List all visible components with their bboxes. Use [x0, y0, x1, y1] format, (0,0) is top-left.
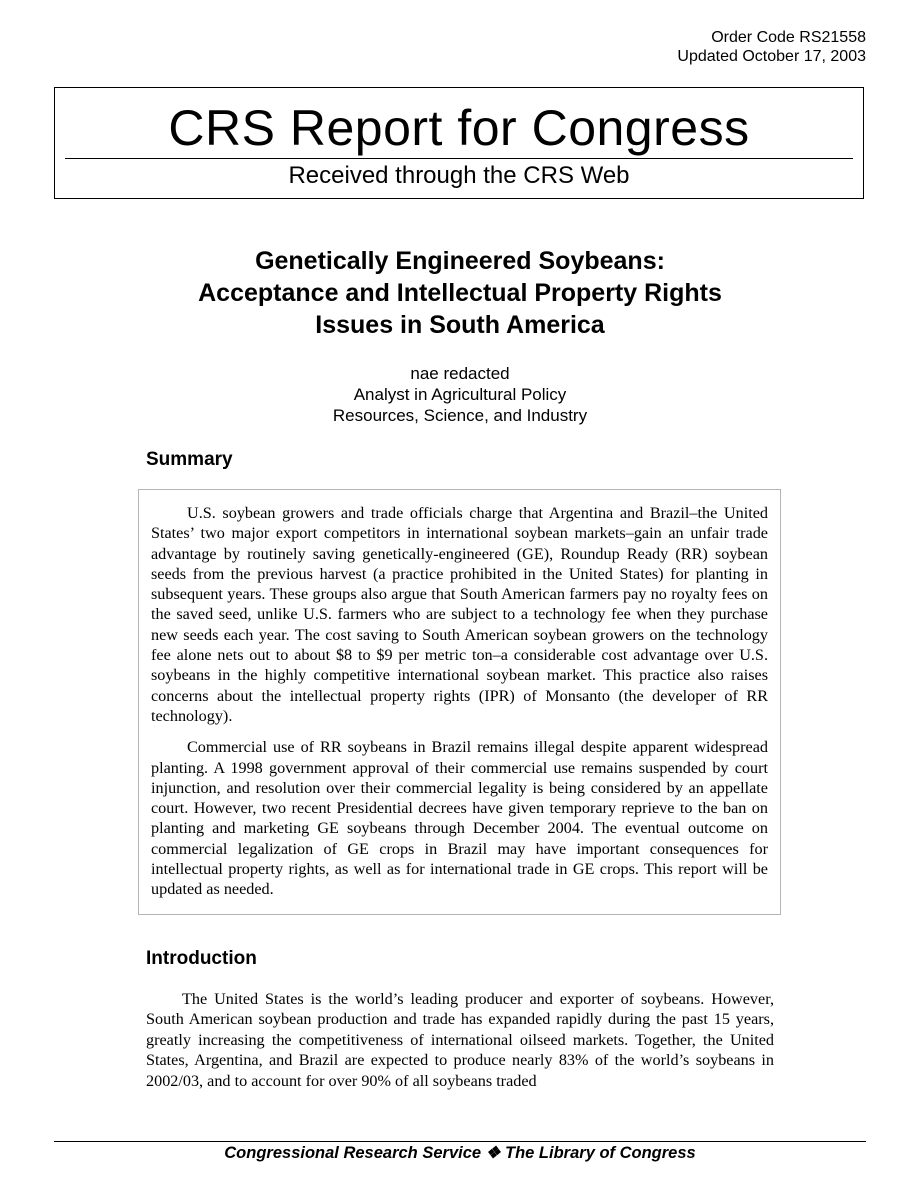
order-code: Order Code RS21558	[711, 29, 866, 46]
footer-text: Congressional Research Service ❖ The Library of Congress	[224, 1144, 696, 1162]
title-line: Issues in South America	[315, 311, 605, 339]
summary-paragraph: Commercial use of RR soybeans in Brazil remains illegal despite apparent widespread planting. A 1998 government approval of their commercial use remains suspended by court injunction, and resolution over their commercial legality is being considered by an appellate court. However, two recent Presidential decrees have given temporary reprieve to the ban on planting and marketing GE soybeans through December 2004. The eventual outcome on commercial legalization of GE crops in Brazil may have important consequences for intellectual property rights, as well as for international trade in GE crops. This report will be updated as needed.	[151, 738, 768, 899]
masthead-subtitle: Received through the CRS Web	[288, 162, 630, 189]
summary-heading: Summary	[146, 449, 233, 470]
title-line: Genetically Engineered Soybeans:	[255, 247, 665, 275]
author-name: nae redacted	[410, 364, 510, 383]
masthead-divider	[65, 158, 853, 159]
order-code-block	[677, 28, 866, 66]
masthead-title: CRS Report for Congress	[168, 100, 750, 156]
summary-paragraph: U.S. soybean growers and trade officials charge that Argentina and Brazil–the United States’ two major export competitors in international soybean markets–gain an unfair trade advantage by routinely saving genetically-engineered (GE), Roundup Ready (RR) soybean seeds from the previous harvest (a practice prohibited in the United States) for planting in subsequent years. These groups also argue that South American farmers pay no royalty fees on the saved seed, unlike U.S. farmers who are subject to a technology fee when they purchase new seeds each year. The cost saving to South American soybean growers on the technology fee alone nets out to about $8 to $9 per metric ton–a considerable cost advantage over U.S. soybeans in the highly competitive international soybean market. This practice also raises concerns about the intellectual property rights (IPR) of Monsanto (the developer of RR technology).	[151, 504, 768, 725]
updated-date: Updated October 17, 2003	[677, 48, 866, 65]
introduction-heading: Introduction	[146, 948, 257, 969]
footer-divider	[54, 1141, 866, 1142]
document-title	[100, 245, 820, 341]
author-block	[160, 363, 760, 426]
report-masthead	[54, 87, 864, 199]
introduction-paragraph: The United States is the world’s leading producer and exporter of soybeans. However, South American soybean production and trade has expanded rapidly during the past 15 years, greatly increasing the competitiveness of international oilseed markets. Together, the United States, Argentina, and Brazil are expected to produce nearly 83% of the world’s soybeans in 2002/03, and to account for over 90% of all soybeans traded	[146, 990, 774, 1090]
summary-box	[138, 489, 781, 915]
author-division: Resources, Science, and Industry	[332, 406, 588, 425]
author-title: Analyst in Agricultural Policy	[353, 385, 567, 404]
introduction-body	[146, 989, 774, 1091]
title-line: Acceptance and Intellectual Property Rights	[198, 279, 722, 307]
